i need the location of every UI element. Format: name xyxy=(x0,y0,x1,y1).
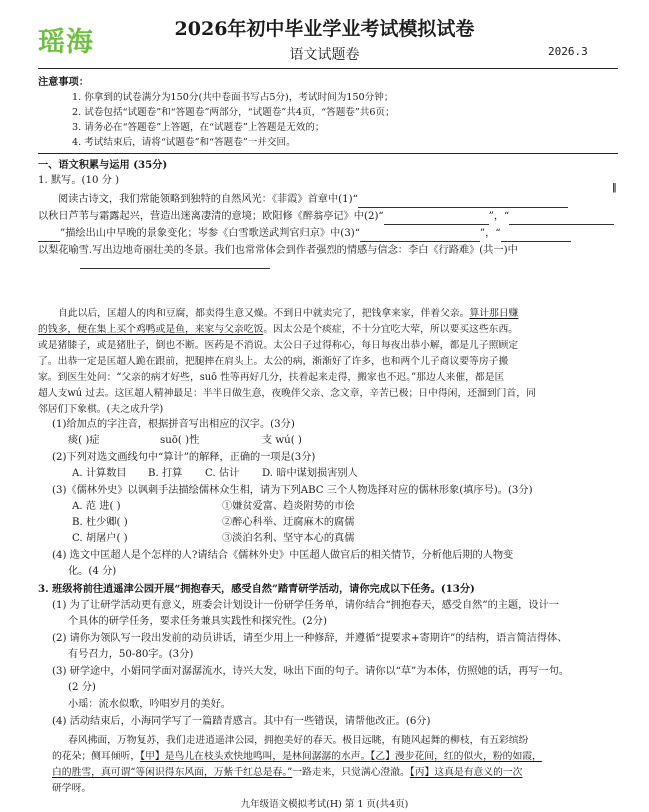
passage-line: 家。到医生处问：“父亲的病才好些，suō 性等再好几分，扶着起来走得，搬家也不迟。”那边人来催，都是匡 xyxy=(38,372,505,383)
passage-line: 了。出恭一定是匡超人跪在跟前，把腿摔在肩头上。太公的病，渐渐好了许多，也和两个儿子商议要等房子搬 xyxy=(38,356,509,367)
pinyin-item[interactable]: suō( )性 xyxy=(160,435,200,446)
page-footer: 九年级语文模拟考试(H) 第 1 页(共4页) xyxy=(240,799,409,810)
question-text: (3) 研学途中，小娟同学面对潺潺流水，诗兴大发，咏出下面的句子。请你以“草”为本体，仿照她的话，再写一句。 xyxy=(52,666,570,677)
answer-blank[interactable] xyxy=(358,193,568,208)
question-text: (3)《儒林外史》以讽刺手法描绘儒林众生相，请为下列ABC 三个人物选择对应的儒林形象(填序号)。(3分) xyxy=(52,485,533,496)
match-left[interactable]: A. 范 进( ) xyxy=(72,501,121,512)
essay-line: 的花朵；侧耳倾听，【甲】是鸟儿在枝头欢快地鸣叫，是林间潺潺的水声。【乙】漫步花间，红的似火，粉的如霞， xyxy=(52,751,542,762)
exam-date: 2026.3 xyxy=(548,45,588,58)
passage-line: 超人支wú 过去。这匡超人精神最足：半半日做生意，夜晚伴父亲、念文章，辛苦已极；日中得闲，还溜到门首，同 xyxy=(38,388,536,399)
passage-line: 邻居们下象棋。(夫之成升学) xyxy=(38,404,164,415)
passage-line: 自此以后，匡超人的肉和豆腐，都卖得生意又燥。不到日中就卖完了，把钱拿来家，伴着父亲。算计那日赚 xyxy=(58,308,519,319)
notice-item: 4. 考试结束后，请将“试题卷”和“答题卷”一并交回。 xyxy=(72,137,296,148)
passage-line: 或是猪膝子，或是猪肚子，倒也不断。医药是不消说。太公日子过得称心，每日每夜出恭小解，都是儿子照顾定 xyxy=(38,340,519,351)
example-quote: 小瑶：流水似歌，吟唱岁月的美好。 xyxy=(68,699,231,710)
question-text: (1)给加点的字注音，根据拼音写出相应的汉字。(3分) xyxy=(52,419,295,430)
notice-divider xyxy=(38,153,618,154)
answer-blank[interactable] xyxy=(360,227,480,242)
notice-item: 3. 请务必在“答题卷”上答题，在“试题卷”上答题是无效的； xyxy=(72,122,325,133)
notice-item: 1. 你拿到的试卷满分为150分(共中卷面书写占5分)，考试时间为150分钟； xyxy=(72,92,394,103)
fill-text: ”，“ xyxy=(479,228,501,239)
match-right: ③淡泊名利、坚守本心的真儒 xyxy=(222,533,355,544)
question-text: (4) 活动结束后，小海同学写了一篇踏青感言。其中有一些错误，请帮他改正。(6分) xyxy=(52,716,431,727)
choice-option[interactable]: D. 暗中谋划损害别人 xyxy=(262,468,358,479)
match-left[interactable]: C. 胡屠户( ) xyxy=(72,533,128,544)
choice-option[interactable]: A. 计算数目 xyxy=(72,468,127,479)
essay-sentence-c: 【丙】这真是有意义的一次 xyxy=(409,767,523,778)
pinyin-item[interactable]: 支 wú( ) xyxy=(262,435,302,446)
answer-blank[interactable] xyxy=(38,227,60,242)
fill-text: 以秋日芦苇与霜露起兴，营造出迷离凄清的意境；欧阳修《醉翁亭记》中(2)“ xyxy=(38,211,384,222)
match-right: ②醉心科举、迂腐麻木的腐儒 xyxy=(222,517,355,528)
answer-blank[interactable] xyxy=(501,227,571,242)
question-text: (4) 选文中匡超人是个怎样的人?请结合《儒林外史》中匡超人做官后的相关情节，分析他后期的人物变 xyxy=(52,550,514,561)
question-text: (2) 请你为领队写一段出发前的动员讲话，请至少用上一种修辞，并遵循“提要求+寄期许”的结构，语言简洁得体、 xyxy=(52,633,568,644)
fill-line xyxy=(38,210,614,225)
pinyin-item[interactable]: 痰( )症 xyxy=(68,435,100,446)
header-divider xyxy=(38,68,618,69)
exam-title: 2026年初中毕业学业考试模拟试卷 xyxy=(174,18,475,40)
choice-option[interactable]: B. 打算 xyxy=(148,468,183,479)
answer-blank[interactable] xyxy=(384,210,489,225)
essay-sentence-b: 【乙】漫步花间，红的似火，粉的如霞， xyxy=(370,751,542,762)
question-text: 有号召力，50-80字。(3分) xyxy=(68,649,194,660)
margin-mark: ‖ xyxy=(612,183,617,193)
answer-blank[interactable] xyxy=(80,268,270,269)
notice-heading: 注意事项： xyxy=(38,76,89,88)
underlined-sentence: 的钱多，便在集上买个鸡鸭或是鱼，来家与父亲吃饭 xyxy=(38,324,264,335)
question-text: (2)下列对选文画线句中“算计”的解释，正确的一项是(3分) xyxy=(52,452,316,463)
fill-text: ”描绘出山中早晚的景象变化；岑参《白雪歌送武判官归京》中(3)“ xyxy=(60,228,360,239)
question-title: 1. 默写。(10 分 ) xyxy=(38,175,120,186)
essay-line: 春风拂面，万物复苏，我们走进逍遥津公园，拥抱美好的春天。极目远眺，有随风起舞的柳枝，有五彩缤纷 xyxy=(68,735,529,746)
match-left[interactable]: B. 杜少卿( ) xyxy=(72,517,128,528)
fill-line xyxy=(58,193,568,208)
essay-line: 白的胜雪，真可谓“等闲识得东风面，万紫千红总是春。”一路走来，只觉满心澄澈。【丙】这真是有意义的一次 xyxy=(52,767,523,778)
fill-line xyxy=(38,227,571,242)
passage-line: 的钱多，便在集上买个鸡鸭或是鱼，来家与父亲吃饭。因太公是个痰症，不十分宜吃大荤，所以要买这些东西。 xyxy=(38,324,519,335)
essay-sentence-a: 【甲】是鸟儿在枝头欢快地鸣叫，是林间潺潺的水声。 xyxy=(140,751,371,762)
essay-line: 研学呀。 xyxy=(52,783,92,794)
choice-option[interactable]: C. 估计 xyxy=(205,468,240,479)
question-text: (1) 为了让研学活动更有意义，班委会计划设计一份研学任务单，请你结合“拥抱春天，感受自然”的主题，设计一 xyxy=(52,600,559,611)
fill-text: ”，“ xyxy=(488,211,510,222)
exam-subtitle: 语文试题卷 xyxy=(289,47,360,63)
section-heading: 3. 班级将前往逍遥津公园开展“拥抱春天，感受自然”踏青研学活动，请你完成以下任务。(13分) xyxy=(38,583,475,595)
question-text: (2 分) xyxy=(68,682,96,693)
section-heading: 一、语文积累与运用 (35分) xyxy=(38,159,168,171)
brand-logo: 瑶海 xyxy=(38,27,94,58)
question-text: 化。(4 分) xyxy=(68,566,117,577)
fill-line: 以梨花喻雪.写出边地奇丽壮美的冬景。我们也常常体会到作者强烈的情感与信念：李白《行路难》(共一)中 xyxy=(38,245,518,256)
notice-item: 2. 试卷包括“试题卷”和“答题卷”两部分，“试题卷”共4页，“答题卷”共6页； xyxy=(72,107,395,118)
fill-text: 阅读古诗文，我们常能领略到独特的自然风光：《菲霞》首章中(1)“ xyxy=(58,194,358,205)
underlined-sentence: 算计那日赚 xyxy=(469,308,519,319)
match-right: ①嫌贫爱富、趋炎附势的市侩 xyxy=(222,501,355,512)
question-text: 个具体的研学任务，要求任务兼具实践性和探究性。(2分) xyxy=(68,616,327,627)
answer-blank[interactable] xyxy=(509,210,614,225)
